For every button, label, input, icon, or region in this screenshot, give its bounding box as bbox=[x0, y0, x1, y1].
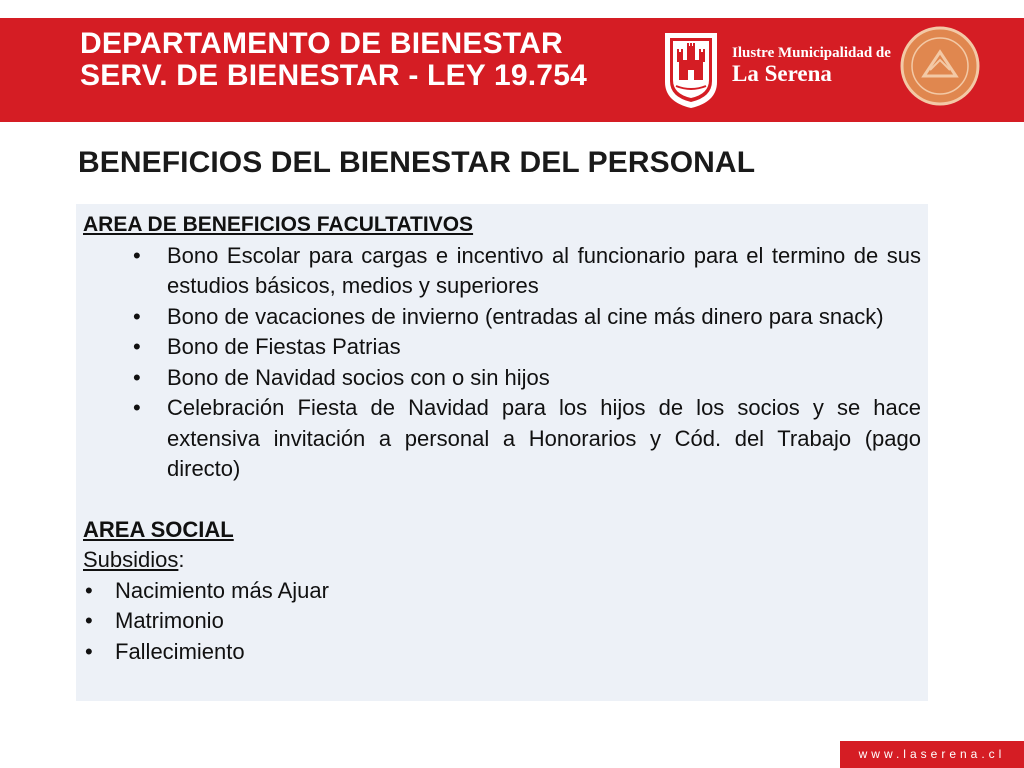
list-item: • Matrimonio bbox=[83, 606, 921, 637]
subsidios-label: Subsidios bbox=[83, 547, 179, 572]
footer-bar bbox=[840, 741, 1024, 768]
municipality-line2: La Serena bbox=[732, 61, 832, 86]
facultativos-list bbox=[83, 241, 921, 485]
list-item: • Bono de Fiestas Patrias bbox=[83, 332, 921, 363]
content-panel bbox=[76, 204, 928, 701]
municipality-name bbox=[732, 44, 891, 86]
social-heading: AREA SOCIAL bbox=[83, 516, 234, 542]
facultativos-heading: AREA DE BENEFICIOS FACULTATIVOS bbox=[83, 213, 474, 236]
round-seal-icon bbox=[898, 24, 982, 108]
top-margin bbox=[0, 0, 1024, 18]
footer-url: www.laserena.cl bbox=[858, 747, 1006, 761]
list-item: • Bono de Navidad socios con o sin hijos bbox=[83, 363, 921, 394]
content-body bbox=[83, 210, 921, 667]
subsidios-colon: : bbox=[178, 547, 185, 572]
list-item: • Bono Escolar para cargas e incentivo al funcionario para el termino de sus estudios básicos, medios y superiores bbox=[83, 241, 921, 302]
header-bar bbox=[0, 18, 1024, 122]
municipality-line1: Ilustre Municipalidad de bbox=[732, 45, 891, 61]
list-item: • Nacimiento más Ajuar bbox=[83, 576, 921, 607]
list-item: • Celebración Fiesta de Navidad para los hijos de los socios y se hace extensiva invitación a personal a Honorarios y Cód. del Trabajo (pago directo) bbox=[83, 393, 921, 485]
section-spacer bbox=[83, 485, 921, 515]
list-item: • Fallecimiento bbox=[83, 637, 921, 668]
header-title-line1: DEPARTAMENTO DE BIENESTAR bbox=[80, 27, 563, 60]
header-title bbox=[80, 28, 587, 92]
social-list bbox=[83, 576, 921, 668]
castle-crest-icon bbox=[662, 30, 720, 110]
social-subheading bbox=[83, 545, 921, 576]
slide-title: BENEFICIOS DEL BIENESTAR DEL PERSONAL bbox=[78, 146, 756, 179]
header-title-line2: SERV. DE BIENESTAR - LEY 19.754 bbox=[80, 59, 587, 92]
list-item: • Bono de vacaciones de invierno (entradas al cine más dinero para snack) bbox=[83, 302, 921, 333]
